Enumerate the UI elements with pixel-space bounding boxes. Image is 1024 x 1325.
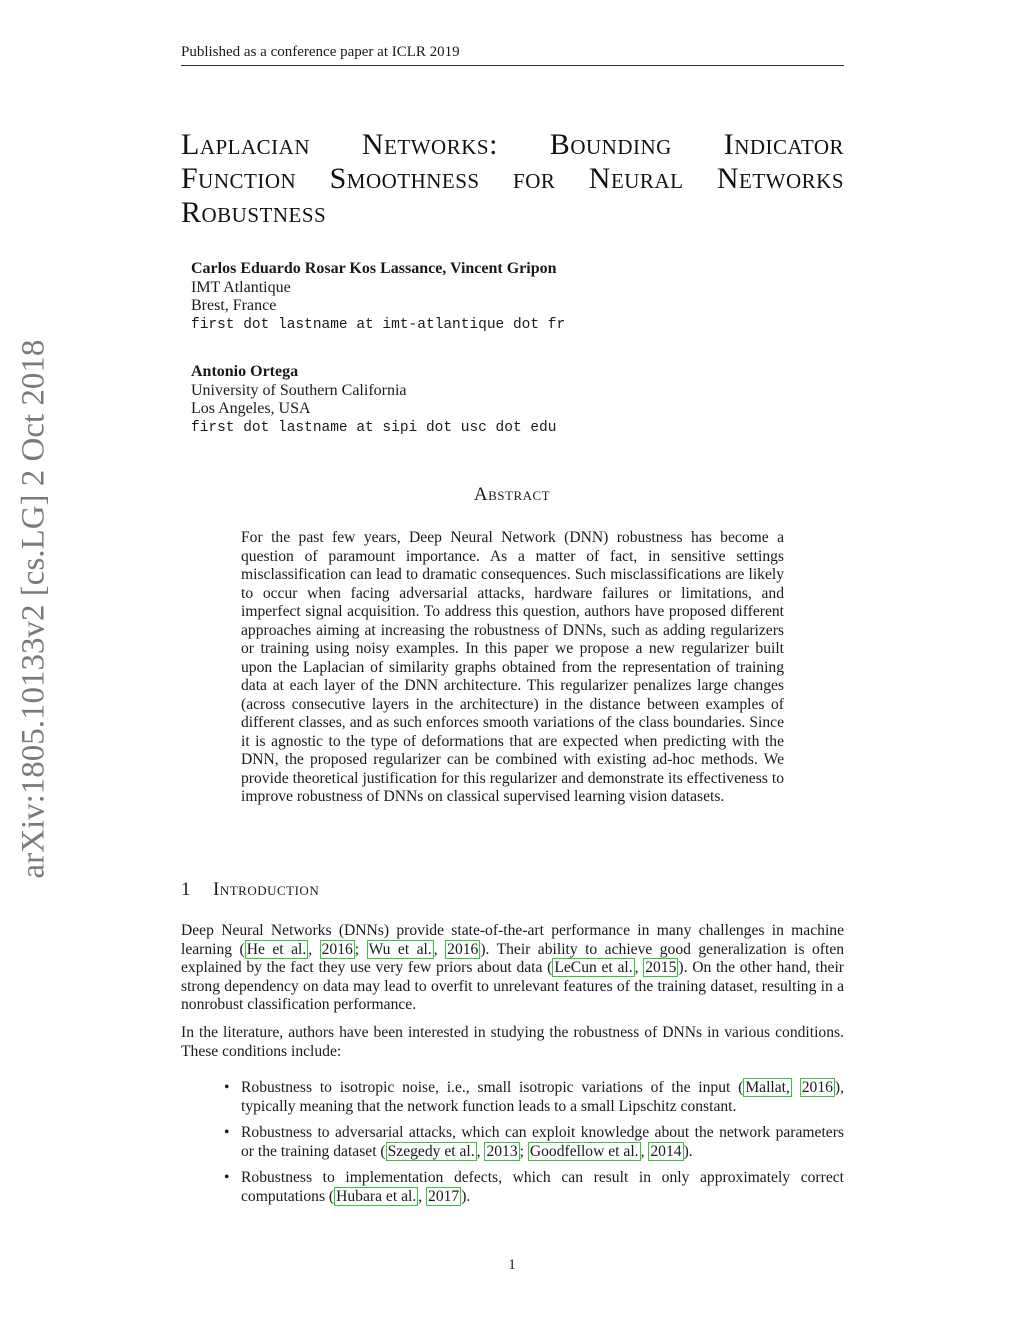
citation-link[interactable]: 2016 — [801, 1079, 833, 1096]
text-run: Robustness to adversarial attacks, which can exploit knowledge about the network parameters or the training dataset ( — [241, 1124, 844, 1160]
running-header: Published as a conference paper at ICLR 2019 — [181, 44, 460, 60]
citation-link[interactable]: Hubara et al. — [336, 1187, 417, 1205]
conditions-list — [222, 1079, 844, 1206]
intro-paragraph-2: In the literature, authors have been interested in studying the robustness of DNNs in various conditions. These conditions include: — [181, 1024, 844, 1060]
author-email: first dot lastname at imt-atlantique dot fr — [191, 316, 566, 333]
citation-link[interactable]: 2013 — [486, 1142, 518, 1160]
text-run: , — [640, 1142, 649, 1160]
text-run: Robustness to implementation defects, which can result in only approximately correct computations ( — [241, 1169, 844, 1205]
author-names: Carlos Eduardo Rosar Kos Lassance, Vincent Gripon — [191, 260, 557, 277]
author-location: Los Angeles, USA — [191, 400, 311, 417]
text-run: ; — [519, 1142, 528, 1160]
author-location: Brest, France — [191, 297, 277, 314]
abstract-heading: Abstract — [473, 484, 551, 505]
section-number: 1 — [181, 879, 191, 900]
citation-link[interactable]: Goodfellow et al. — [529, 1142, 639, 1160]
title-line: Laplacian Networks: Bounding Indicator — [181, 128, 844, 161]
author-block-2 — [191, 363, 556, 437]
header-rule — [181, 65, 844, 66]
citation-link[interactable]: He et al. — [246, 940, 307, 958]
citation-link[interactable]: Szegedy et al. — [387, 1142, 475, 1160]
text-run: , — [476, 1142, 485, 1160]
text-run: ; — [354, 940, 367, 958]
section-title: Introduction — [213, 879, 320, 900]
list-item — [222, 1079, 844, 1116]
author-affiliation: IMT Atlantique — [191, 278, 291, 296]
paper-title — [181, 128, 844, 230]
text-run — [792, 1079, 800, 1096]
text-run: , — [308, 940, 320, 958]
text-run: ). Their ability to achieve good generalization is often explained by the fact they use very few priors about data ( — [181, 940, 845, 976]
citation-link[interactable]: 2016 — [321, 940, 353, 958]
arxiv-identifier: arXiv:1805.10133v2 [cs.LG] 2 Oct 2018 — [15, 339, 52, 879]
author-email: first dot lastname at sipi dot usc dot edu — [191, 419, 557, 436]
text-run: ), typically meaning that the network function leads to a small Lipschitz constant. — [241, 1079, 844, 1115]
text-run: ). — [461, 1187, 471, 1205]
citation-link[interactable]: 2017 — [428, 1187, 460, 1205]
text-run: , — [418, 1187, 427, 1205]
citation-link[interactable]: 2016 — [447, 940, 479, 958]
text-run: Robustness to isotropic noise, i.e., small isotropic variations of the input ( — [241, 1079, 744, 1096]
section-heading — [181, 879, 319, 901]
page-number: 1 — [508, 1257, 516, 1273]
text-run: ). On the other hand, their strong dependency on data may lead to overfit to unrelevant features of the training dataset, resulting in a nonrobust classification performance. — [181, 959, 844, 1013]
text-run: , — [433, 940, 446, 958]
author-affiliation: University of Southern California — [191, 381, 407, 399]
citation-link[interactable]: Mallat, — [745, 1079, 790, 1096]
intro-paragraph-1 — [181, 922, 844, 1015]
title-line: Function Smoothness for Neural Networks — [181, 162, 844, 195]
author-names: Antonio Ortega — [191, 363, 299, 380]
citation-link[interactable]: 2015 — [645, 959, 677, 976]
title-line: Robustness — [181, 196, 327, 229]
text-run: Deep Neural Networks (DNNs) provide state-of-the-art performance in many challenges in machine learning ( — [181, 922, 844, 958]
author-block-1 — [191, 260, 565, 334]
list-item — [222, 1124, 844, 1161]
list-item — [222, 1169, 844, 1206]
citation-link[interactable]: LeCun et al. — [554, 959, 633, 976]
citation-link[interactable]: Wu et al. — [368, 940, 432, 958]
citation-link[interactable]: 2014 — [650, 1142, 682, 1160]
abstract-body: For the past few years, Deep Neural Network (DNN) robustness has become a question of paramount importance. As a matter of fact, in sensitive settings misclassification can lead to dramatic consequences. Such misclassifications are likely to occur when facing adversarial attacks, hardware failures or limitations, and imperfect signal acquisition. To address this question, authors have proposed different approaches aiming at increasing the robustness of DNNs, such as adding regularizers or training using noisy examples. In this paper we propose a new regularizer built upon the Laplacian of similarity graphs obtained from the representation of training data at each layer of the DNN architecture. This regularizer penalizes large changes (across consecutive layers in the architecture) in the distance between examples of different classes, and as such enforces smooth variations of the class boundaries. Since it is agnostic to the type of deformations that are expected when predicting with the DNN, the proposed regularizer can be combined with existing ad-hoc methods. We provide theoretical justification for this regularizer and demonstrate its effectiveness to improve robustness of DNNs on classical supervised learning vision datasets. — [241, 529, 784, 805]
text-run: ). — [683, 1142, 693, 1160]
text-run: , — [634, 959, 644, 976]
